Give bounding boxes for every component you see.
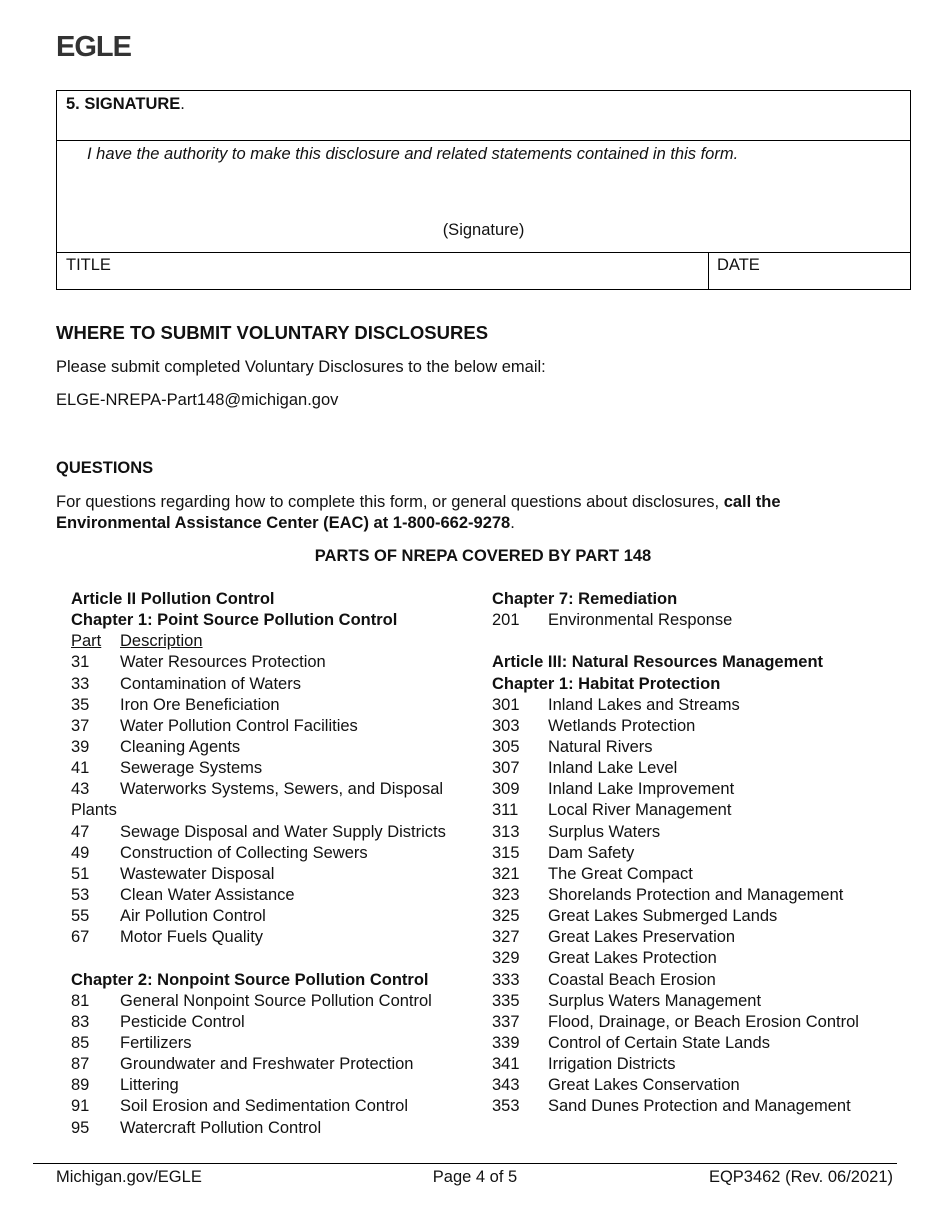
part-number: 353 — [492, 1097, 520, 1116]
part-description: Surplus Waters Management — [548, 991, 762, 1010]
part-number: 85 — [71, 1033, 90, 1052]
part-number: 303 — [492, 716, 520, 735]
part-number: 309 — [492, 780, 520, 799]
part-number: 339 — [492, 1033, 520, 1052]
part-list-item — [492, 779, 912, 800]
divider — [57, 140, 910, 141]
part-list-item — [492, 1075, 912, 1096]
part-list-item — [492, 1054, 912, 1075]
part-description: Sewage Disposal and Water Supply Districts — [120, 822, 446, 841]
part-list-item — [492, 822, 912, 843]
part-number: 341 — [492, 1055, 520, 1074]
part-description: Sand Dunes Protection and Management — [548, 1097, 851, 1116]
chapter-heading: Chapter 2: Nonpoint Source Pollution Control — [71, 970, 429, 989]
part-number: 323 — [492, 885, 520, 904]
part-number: 325 — [492, 907, 520, 926]
chapter-heading: Chapter 1: Point Source Pollution Control — [71, 611, 398, 630]
chapter-heading: Chapter 1: Habitat Protection — [492, 674, 721, 693]
part-number: 81 — [71, 991, 90, 1010]
part-number: 55 — [71, 907, 90, 926]
part-description: The Great Compact — [548, 864, 693, 883]
part-description: Irrigation Districts — [548, 1055, 676, 1074]
part-number: 201 — [492, 611, 520, 630]
date-field[interactable]: DATE — [717, 256, 760, 274]
part-number: 35 — [71, 695, 90, 714]
part-description: Contamination of Waters — [120, 674, 301, 693]
part-list-item — [71, 885, 471, 906]
signature-section — [56, 90, 911, 290]
part-list-item — [492, 843, 912, 864]
wrap-text: Plants — [71, 801, 117, 820]
part-list-item — [71, 822, 471, 843]
part-list-item — [71, 991, 471, 1012]
part-list-item — [492, 758, 912, 779]
part-description: Great Lakes Protection — [548, 949, 717, 968]
questions-heading: QUESTIONS — [56, 459, 154, 477]
part-number: 329 — [492, 949, 520, 968]
part-number: 321 — [492, 864, 520, 883]
part-list-item — [492, 716, 912, 737]
part-list-item — [71, 716, 471, 737]
part-description: Local River Management — [548, 801, 732, 820]
part-number: 301 — [492, 695, 520, 714]
part-list-item — [71, 1118, 471, 1139]
part-description: Shorelands Protection and Management — [548, 885, 844, 904]
footer-form-id: EQP3462 (Rev. 06/2021) — [708, 1168, 893, 1186]
part-list-item — [492, 737, 912, 758]
part-list-item — [71, 652, 471, 673]
part-list-item — [71, 864, 471, 885]
submit-heading: WHERE TO SUBMIT VOLUNTARY DISCLOSURES — [56, 322, 489, 343]
part-list-item — [492, 610, 912, 631]
part-list-item — [71, 1075, 471, 1096]
part-description: Construction of Collecting Sewers — [120, 843, 368, 862]
authority-statement: I have the authority to make this disclosure and related statements contained in this form. — [87, 145, 739, 163]
submit-email[interactable]: ELGE-NREPA-Part148@michigan.gov — [56, 391, 339, 409]
part-description: Watercraft Pollution Control — [120, 1118, 322, 1137]
part-description: Great Lakes Conservation — [548, 1076, 740, 1095]
part-description: Groundwater and Freshwater Protection — [120, 1055, 414, 1074]
part-description: General Nonpoint Source Pollution Control — [120, 991, 432, 1010]
part-list-item — [492, 906, 912, 927]
part-description: Wastewater Disposal — [120, 864, 275, 883]
column-headers — [71, 631, 471, 652]
part-description: Great Lakes Submerged Lands — [548, 907, 778, 926]
part-number: 41 — [71, 759, 90, 778]
part-description: Inland Lake Level — [548, 759, 678, 778]
part-list-item — [492, 800, 912, 821]
part-description: Water Pollution Control Facilities — [120, 716, 358, 735]
signature-heading: 5. SIGNATURE. — [66, 95, 185, 113]
part-description: Fertilizers — [120, 1033, 192, 1052]
part-list-item — [492, 991, 912, 1012]
part-number: 37 — [71, 716, 90, 735]
part-description: Waterworks Systems, Sewers, and Disposal — [120, 780, 444, 799]
part-list-item — [492, 1033, 912, 1054]
part-number: 95 — [71, 1118, 90, 1137]
part-list-item — [71, 906, 471, 927]
part-list-item — [71, 927, 471, 948]
right-parts-column — [492, 589, 912, 1118]
part-description: Water Resources Protection — [120, 653, 326, 672]
parts-heading: PARTS OF NREPA COVERED BY PART 148 — [314, 547, 652, 565]
part-number: 53 — [71, 885, 90, 904]
part-description: Coastal Beach Erosion — [548, 970, 716, 989]
part-description: Control of Certain State Lands — [548, 1033, 770, 1052]
part-column-header: Part — [71, 632, 102, 651]
part-description: Sewerage Systems — [120, 759, 263, 778]
part-description: Soil Erosion and Sedimentation Control — [120, 1097, 409, 1116]
part-list-item — [492, 1096, 912, 1117]
part-list-item — [71, 1096, 471, 1117]
part-number: 39 — [71, 737, 90, 756]
part-list-item — [492, 927, 912, 948]
part-number: 87 — [71, 1055, 90, 1074]
part-number: 311 — [492, 801, 519, 820]
footer-page-number: Page 4 of 5 — [432, 1168, 518, 1186]
part-description: Pesticide Control — [120, 1012, 245, 1031]
part-number: 51 — [71, 864, 90, 883]
part-number: 337 — [492, 1012, 520, 1031]
part-number: 343 — [492, 1076, 520, 1095]
egle-logo — [56, 30, 136, 60]
part-number: 307 — [492, 759, 520, 778]
part-description: Cleaning Agents — [120, 737, 241, 756]
description-column-header: Description — [120, 632, 203, 651]
title-field[interactable]: TITLE — [66, 256, 111, 274]
part-number: 335 — [492, 991, 520, 1010]
part-number: 31 — [71, 653, 90, 672]
article-heading: Article III: Natural Resources Management — [492, 653, 824, 672]
part-number: 89 — [71, 1076, 90, 1095]
egle-logo-text: EGLE — [56, 31, 131, 60]
part-description: Dam Safety — [548, 843, 635, 862]
part-list-item — [71, 737, 471, 758]
part-number: 67 — [71, 928, 90, 947]
questions-text: For questions regarding how to complete this form, or general questions about disclosures, call the Environmental Assistance Center (EAC) at 1-800-662-9278. — [56, 493, 781, 532]
part-list-item — [492, 948, 912, 969]
part-description: Great Lakes Preservation — [548, 928, 736, 947]
part-list-item — [71, 779, 471, 800]
part-list-item — [71, 674, 471, 695]
part-number: 91 — [71, 1097, 90, 1116]
part-number: 327 — [492, 928, 520, 947]
part-number: 305 — [492, 737, 520, 756]
part-list-item — [492, 864, 912, 885]
part-list-item — [492, 1012, 912, 1033]
part-description: Air Pollution Control — [120, 907, 266, 926]
article-heading: Article II Pollution Control — [71, 590, 275, 608]
part-list-item — [492, 970, 912, 991]
chapter-heading: Chapter 7: Remediation — [492, 590, 678, 608]
part-description: Surplus Waters — [548, 822, 661, 841]
submit-instructions: Please submit completed Voluntary Disclosures to the below email: — [56, 358, 546, 376]
part-number: 49 — [71, 843, 90, 862]
part-description: Motor Fuels Quality — [120, 928, 264, 947]
divider — [708, 252, 709, 289]
part-description: Inland Lakes and Streams — [548, 695, 740, 714]
part-list-item — [71, 843, 471, 864]
divider — [57, 252, 910, 253]
part-description: Clean Water Assistance — [120, 885, 295, 904]
part-description: Environmental Response — [548, 611, 733, 630]
left-parts-column — [71, 589, 471, 1139]
part-list-item — [71, 1012, 471, 1033]
part-list-item — [71, 1054, 471, 1075]
part-list-item — [71, 695, 471, 716]
part-number: 43 — [71, 780, 90, 799]
part-description: Iron Ore Beneficiation — [120, 695, 280, 714]
part-list-item — [71, 1033, 471, 1054]
part-number: 313 — [492, 822, 520, 841]
part-number: 315 — [492, 843, 520, 862]
footer-divider — [33, 1163, 897, 1164]
part-number: 333 — [492, 970, 520, 989]
part-number: 33 — [71, 674, 90, 693]
part-list-item — [492, 695, 912, 716]
part-description: Wetlands Protection — [548, 716, 696, 735]
eac-contact: call the Environmental Assistance Center (EAC) at 1-800-662-9278 — [56, 493, 781, 532]
signature-field[interactable]: (Signature) — [442, 221, 525, 239]
part-description: Inland Lake Improvement — [548, 780, 735, 799]
part-number: 83 — [71, 1012, 90, 1031]
footer-website[interactable]: Michigan.gov/EGLE — [56, 1168, 202, 1186]
part-description: Flood, Drainage, or Beach Erosion Control — [548, 1012, 859, 1031]
part-list-item — [71, 758, 471, 779]
part-description: Littering — [120, 1076, 179, 1095]
part-number: 47 — [71, 822, 90, 841]
part-list-item — [492, 885, 912, 906]
part-description: Natural Rivers — [548, 737, 653, 756]
